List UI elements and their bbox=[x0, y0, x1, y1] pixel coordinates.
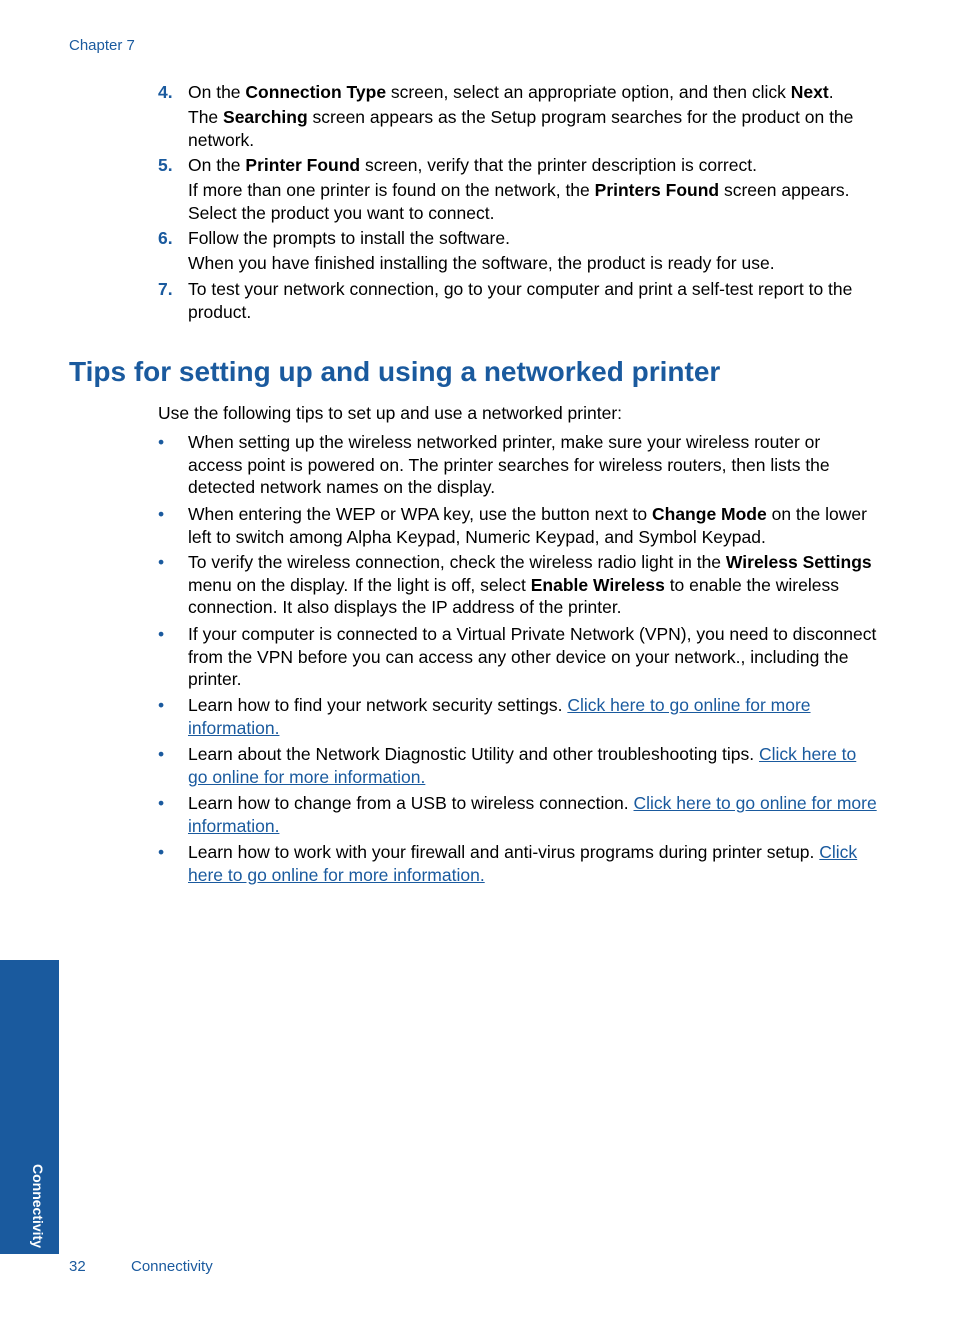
tip-item bbox=[158, 431, 878, 499]
section-intro: Use the following tips to set up and use a networked printer: bbox=[158, 403, 623, 423]
tip-text: Learn how to find your network security settings. Click here to go online for more information. bbox=[188, 695, 811, 738]
tip-text: Learn how to work with your firewall and anti-virus programs during printer setup. Click here to go online for more information. bbox=[188, 842, 858, 885]
bullet-icon: • bbox=[158, 504, 165, 524]
bullet-icon: • bbox=[158, 624, 165, 644]
chapter-side-tab bbox=[0, 960, 59, 1254]
tip-text: If your computer is connected to a Virtual Private Network (VPN), you need to disconnect from the VPN before you can access any other device on your network., including the printer. bbox=[188, 624, 877, 689]
section-title: Tips for setting up and using a networked printer bbox=[69, 356, 721, 387]
step-subtext: If more than one printer is found on the network, the Printers Found screen appears. Select the product you want to connect. bbox=[188, 180, 850, 223]
online-info-link[interactable]: Click here to go online for more information. bbox=[188, 793, 877, 836]
footer-section: Connectivity bbox=[131, 1258, 213, 1275]
online-info-link[interactable]: Click here to go online for more information. bbox=[188, 695, 811, 738]
step-number: 6. bbox=[158, 228, 173, 248]
tip-item bbox=[158, 503, 878, 548]
bullet-icon: • bbox=[158, 695, 165, 715]
tip-text: To verify the wireless connection, check the wireless radio light in the Wireless Settings menu on the display. If the light is off, select Enable Wireless to enable the wireless connection. It also displays the IP address of the printer. bbox=[188, 552, 872, 617]
step-7 bbox=[158, 278, 878, 324]
tip-item bbox=[158, 841, 878, 886]
tip-text: Learn about the Network Diagnostic Utility and other troubleshooting tips. Click here to go online for more information. bbox=[188, 744, 857, 787]
step-text: On the Printer Found screen, verify that the printer description is correct. bbox=[188, 155, 757, 175]
bullet-icon: • bbox=[158, 744, 165, 764]
step-4 bbox=[158, 81, 878, 152]
step-number: 4. bbox=[158, 82, 173, 102]
step-6 bbox=[158, 227, 878, 275]
bullet-icon: • bbox=[158, 432, 165, 452]
tip-item bbox=[158, 551, 878, 619]
step-number: 7. bbox=[158, 279, 173, 299]
tip-item bbox=[158, 694, 878, 739]
step-subtext: The Searching screen appears as the Setup program searches for the product on the network. bbox=[188, 107, 854, 150]
chapter-header: Chapter 7 bbox=[69, 37, 135, 54]
step-text: Follow the prompts to install the software. bbox=[188, 228, 510, 248]
bullet-icon: • bbox=[158, 552, 165, 572]
step-5 bbox=[158, 154, 878, 225]
online-info-link[interactable]: Click here to go online for more information. bbox=[188, 744, 857, 787]
tip-item bbox=[158, 743, 878, 788]
bullet-icon: • bbox=[158, 793, 165, 813]
page-number: 32 bbox=[69, 1258, 86, 1275]
online-info-link[interactable]: Click here to go online for more information. bbox=[188, 842, 858, 885]
tip-text: Learn how to change from a USB to wireless connection. Click here to go online for more information. bbox=[188, 793, 877, 836]
step-text: To test your network connection, go to your computer and print a self-test report to the product. bbox=[188, 279, 853, 322]
side-tab-label: Connectivity bbox=[30, 1163, 46, 1248]
step-subtext: When you have finished installing the software, the product is ready for use. bbox=[188, 253, 775, 273]
step-text: On the Connection Type screen, select an appropriate option, and then click Next. bbox=[188, 82, 834, 102]
tip-item bbox=[158, 792, 878, 837]
tip-item bbox=[158, 623, 878, 691]
tip-text: When entering the WEP or WPA key, use the button next to Change Mode on the lower left to switch among Alpha Keypad, Numeric Keypad, and Symbol Keypad. bbox=[188, 504, 867, 547]
bullet-icon: • bbox=[158, 842, 165, 862]
tip-text: When setting up the wireless networked printer, make sure your wireless router or access point is powered on. The printer searches for wireless routers, then lists the detected network names on the display. bbox=[188, 432, 830, 497]
step-number: 5. bbox=[158, 155, 173, 175]
